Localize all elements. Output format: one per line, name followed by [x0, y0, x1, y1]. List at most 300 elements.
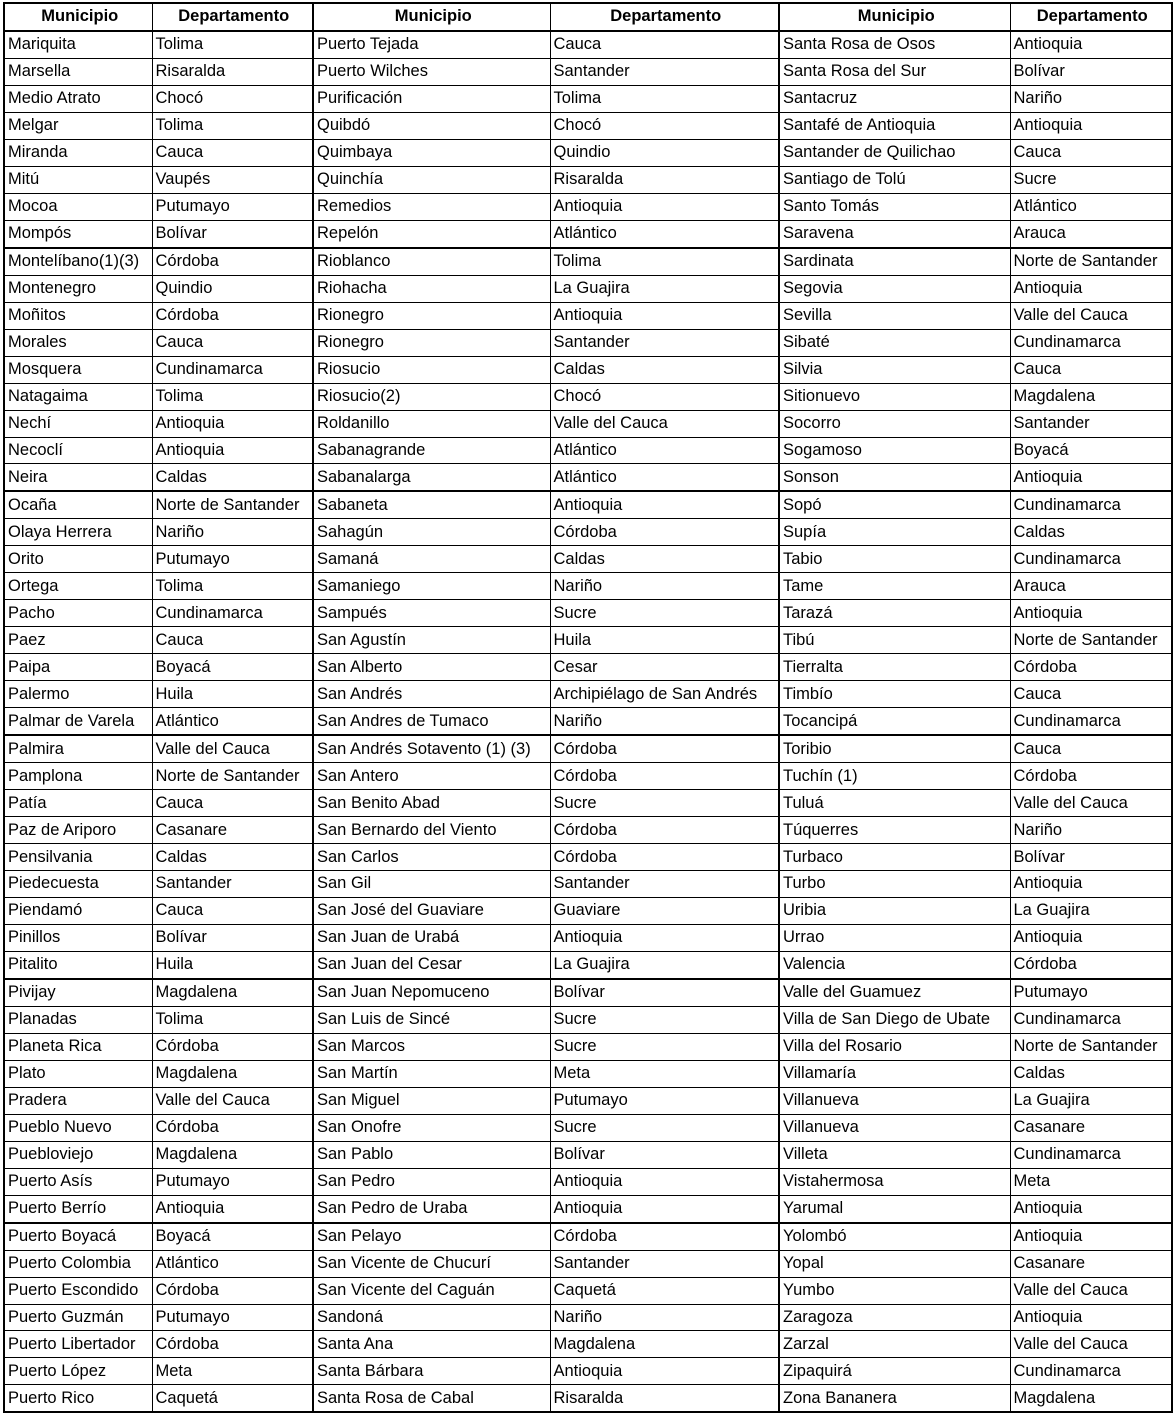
departamento-cell: Bolívar	[152, 220, 313, 247]
departamento-cell: Antioquia	[1010, 871, 1172, 898]
municipio-cell: San Onofre	[313, 1114, 550, 1141]
table-row	[4, 763, 1172, 790]
municipio-cell: Sonson	[779, 464, 1010, 491]
departamento-cell: Atlántico	[550, 464, 779, 491]
departamento-cell: Nariño	[1010, 817, 1172, 844]
departamento-cell: Bolívar	[1010, 844, 1172, 871]
departamento-cell: Sucre	[1010, 166, 1172, 193]
municipio-cell: Necoclí	[4, 437, 152, 464]
departamento-cell: Antioquia	[550, 1358, 779, 1385]
table-row	[4, 1141, 1172, 1168]
departamento-cell: Nariño	[550, 1304, 779, 1331]
municipio-cell: Santa Ana	[313, 1331, 550, 1358]
departamento-cell: Bolívar	[1010, 58, 1172, 85]
header-municipio-2: Municipio	[313, 3, 550, 31]
municipio-cell: Sevilla	[779, 302, 1010, 329]
municipio-cell: San Benito Abad	[313, 790, 550, 817]
municipio-cell: Natagaima	[4, 383, 152, 410]
table-row	[4, 464, 1172, 491]
departamento-cell: Valle del Cauca	[1010, 302, 1172, 329]
departamento-cell: Meta	[152, 1358, 313, 1385]
departamento-cell: Quindio	[550, 139, 779, 166]
departamento-cell: Córdoba	[550, 844, 779, 871]
departamento-cell: Córdoba	[152, 1033, 313, 1060]
departamento-cell: Córdoba	[152, 302, 313, 329]
municipio-cell: Moñitos	[4, 302, 152, 329]
municipio-cell: Toribio	[779, 735, 1010, 762]
departamento-cell: Tolima	[152, 31, 313, 58]
municipio-cell: Socorro	[779, 410, 1010, 437]
municipio-cell: Villeta	[779, 1141, 1010, 1168]
departamento-cell: Chocó	[550, 383, 779, 410]
municipio-cell: Puerto Escondido	[4, 1277, 152, 1304]
departamento-cell: Sucre	[550, 1033, 779, 1060]
table-row	[4, 85, 1172, 112]
departamento-cell: Boyacá	[1010, 437, 1172, 464]
municipio-cell: San Antero	[313, 763, 550, 790]
departamento-cell: La Guajira	[550, 951, 779, 978]
departamento-cell: Córdoba	[152, 1331, 313, 1358]
municipio-cell: Puerto Tejada	[313, 31, 550, 58]
departamento-cell: Risaralda	[550, 1385, 779, 1412]
departamento-cell: Caldas	[550, 356, 779, 383]
table-row	[4, 491, 1172, 518]
header-departamento-3: Departamento	[1010, 3, 1172, 31]
table-row	[4, 1223, 1172, 1250]
departamento-cell: Caldas	[1010, 519, 1172, 546]
departamento-cell: Chocó	[152, 85, 313, 112]
municipio-cell: Turbaco	[779, 844, 1010, 871]
municipio-cell: Piedecuesta	[4, 871, 152, 898]
municipio-cell: Pensilvania	[4, 844, 152, 871]
table-row	[4, 1114, 1172, 1141]
municipio-cell: Timbío	[779, 681, 1010, 708]
municipio-cell: San Pablo	[313, 1141, 550, 1168]
departamento-cell: Atlántico	[152, 1250, 313, 1277]
table-row	[4, 1060, 1172, 1087]
departamento-cell: Cundinamarca	[152, 356, 313, 383]
departamento-cell: Casanare	[1010, 1250, 1172, 1277]
table-row	[4, 817, 1172, 844]
departamento-cell: Tolima	[152, 112, 313, 139]
departamento-cell: Antioquia	[550, 193, 779, 220]
municipio-cell: San Vicente de Chucurí	[313, 1250, 550, 1277]
table-row	[4, 275, 1172, 302]
municipio-cell: Villa de San Diego de Ubate	[779, 1006, 1010, 1033]
departamento-cell: Antioquia	[152, 437, 313, 464]
table-row	[4, 573, 1172, 600]
table-row	[4, 139, 1172, 166]
municipio-cell: Supía	[779, 519, 1010, 546]
table-row	[4, 166, 1172, 193]
municipio-cell: Planeta Rica	[4, 1033, 152, 1060]
departamento-cell: Bolívar	[550, 1141, 779, 1168]
departamento-cell: Norte de Santander	[1010, 1033, 1172, 1060]
table-row	[4, 1195, 1172, 1222]
departamento-cell: Cauca	[152, 897, 313, 924]
municipio-cell: Mosquera	[4, 356, 152, 383]
table-row	[4, 383, 1172, 410]
table-row	[4, 1277, 1172, 1304]
table-row	[4, 627, 1172, 654]
table-row	[4, 302, 1172, 329]
table-row	[4, 844, 1172, 871]
table-row	[4, 1385, 1172, 1412]
departamento-cell: Norte de Santander	[1010, 627, 1172, 654]
municipio-cell: San Marcos	[313, 1033, 550, 1060]
departamento-cell: Magdalena	[1010, 383, 1172, 410]
departamento-cell: Córdoba	[550, 817, 779, 844]
departamento-cell: Santander	[550, 871, 779, 898]
municipio-cell: Santander de Quilichao	[779, 139, 1010, 166]
municipio-cell: Montenegro	[4, 275, 152, 302]
municipio-cell: Yarumal	[779, 1195, 1010, 1222]
table-row	[4, 1358, 1172, 1385]
departamento-cell: Bolívar	[152, 924, 313, 951]
municipio-cell: Santa Bárbara	[313, 1358, 550, 1385]
municipio-cell: Repelón	[313, 220, 550, 247]
table-row	[4, 790, 1172, 817]
departamento-cell: Boyacá	[152, 1223, 313, 1250]
departamento-cell: Archipiélago de San Andrés	[550, 681, 779, 708]
municipio-cell: Marsella	[4, 58, 152, 85]
departamento-cell: Caldas	[152, 464, 313, 491]
departamento-cell: Antioquia	[550, 302, 779, 329]
departamento-cell: Sucre	[550, 1114, 779, 1141]
departamento-cell: Norte de Santander	[1010, 248, 1172, 275]
municipio-cell: Uribia	[779, 897, 1010, 924]
departamento-cell: Sucre	[550, 600, 779, 627]
municipio-cell: Paez	[4, 627, 152, 654]
municipio-cell: Zarzal	[779, 1331, 1010, 1358]
municipio-cell: Valle del Guamuez	[779, 979, 1010, 1006]
municipio-cell: Orito	[4, 546, 152, 573]
municipio-cell: San Juan de Urabá	[313, 924, 550, 951]
table-row	[4, 1006, 1172, 1033]
municipio-cell: Pueblo Nuevo	[4, 1114, 152, 1141]
municipio-cell: San Agustín	[313, 627, 550, 654]
table-row	[4, 979, 1172, 1006]
municipio-cell: San Juan Nepomuceno	[313, 979, 550, 1006]
departamento-cell: Huila	[152, 681, 313, 708]
municipio-cell: Villamaría	[779, 1060, 1010, 1087]
table-row	[4, 220, 1172, 247]
municipio-cell: Palermo	[4, 681, 152, 708]
departamento-cell: Antioquia	[152, 410, 313, 437]
departamento-cell: La Guajira	[550, 275, 779, 302]
municipio-cell: Santacruz	[779, 85, 1010, 112]
municipio-cell: Puerto Boyacá	[4, 1223, 152, 1250]
municipio-cell: Silvia	[779, 356, 1010, 383]
table-row	[4, 437, 1172, 464]
municipio-cell: San Juan del Cesar	[313, 951, 550, 978]
departamento-cell: Putumayo	[550, 1087, 779, 1114]
municipio-cell: Valencia	[779, 951, 1010, 978]
municipio-cell: Pamplona	[4, 763, 152, 790]
municipio-cell: Ortega	[4, 573, 152, 600]
header-departamento-2: Departamento	[550, 3, 779, 31]
table-row	[4, 112, 1172, 139]
municipio-cell: Villanueva	[779, 1087, 1010, 1114]
departamento-cell: Santander	[152, 871, 313, 898]
departamento-cell: Cundinamarca	[1010, 329, 1172, 356]
municipio-cell: San Carlos	[313, 844, 550, 871]
table-row	[4, 356, 1172, 383]
departamento-cell: Cauca	[1010, 735, 1172, 762]
municipio-cell: Sandoná	[313, 1304, 550, 1331]
departamento-cell: Santander	[550, 329, 779, 356]
municipio-cell: Palmira	[4, 735, 152, 762]
departamento-cell: Valle del Cauca	[152, 735, 313, 762]
table-row	[4, 1168, 1172, 1195]
municipio-cell: Villa del Rosario	[779, 1033, 1010, 1060]
departamento-cell: Antioquia	[1010, 924, 1172, 951]
departamento-cell: Tolima	[550, 85, 779, 112]
municipio-cell: Sampués	[313, 600, 550, 627]
municipio-cell: San Andrés	[313, 681, 550, 708]
municipio-cell: Mocoa	[4, 193, 152, 220]
departamento-cell: Atlántico	[550, 437, 779, 464]
table-row	[4, 31, 1172, 58]
departamento-cell: Sucre	[550, 1006, 779, 1033]
departamento-cell: Cauca	[152, 329, 313, 356]
table-row	[4, 1250, 1172, 1277]
municipio-cell: San Miguel	[313, 1087, 550, 1114]
municipio-cell: Zipaquirá	[779, 1358, 1010, 1385]
departamento-cell: Antioquia	[550, 924, 779, 951]
table-row	[4, 193, 1172, 220]
departamento-cell: Córdoba	[550, 763, 779, 790]
municipio-cell: Tocancipá	[779, 708, 1010, 735]
departamento-cell: Cauca	[152, 627, 313, 654]
municipio-cell: Tarazá	[779, 600, 1010, 627]
departamento-cell: Magdalena	[1010, 1385, 1172, 1412]
departamento-cell: Magdalena	[152, 1141, 313, 1168]
municipio-cell: Puerto Libertador	[4, 1331, 152, 1358]
municipio-cell: San Pedro de Uraba	[313, 1195, 550, 1222]
departamento-cell: Putumayo	[152, 1304, 313, 1331]
municipio-cell: Nechí	[4, 410, 152, 437]
departamento-cell: Guaviare	[550, 897, 779, 924]
table-row	[4, 410, 1172, 437]
municipio-cell: Sopó	[779, 491, 1010, 518]
departamento-cell: Santander	[550, 58, 779, 85]
departamento-cell: Cundinamarca	[1010, 546, 1172, 573]
departamento-cell: Valle del Cauca	[152, 1087, 313, 1114]
table-row	[4, 1331, 1172, 1358]
municipio-cell: Tame	[779, 573, 1010, 600]
municipio-cell: Puerto Berrío	[4, 1195, 152, 1222]
departamento-cell: Antioquia	[1010, 1304, 1172, 1331]
departamento-cell: Cauca	[550, 31, 779, 58]
municipio-cell: Saravena	[779, 220, 1010, 247]
departamento-cell: Nariño	[1010, 85, 1172, 112]
departamento-cell: Caquetá	[550, 1277, 779, 1304]
municipio-cell: Yolombó	[779, 1223, 1010, 1250]
departamento-cell: Norte de Santander	[152, 763, 313, 790]
municipio-cell: Santa Rosa de Cabal	[313, 1385, 550, 1412]
table-row	[4, 1087, 1172, 1114]
departamento-cell: Risaralda	[152, 58, 313, 85]
departamento-cell: Nariño	[550, 708, 779, 735]
departamento-cell: Cauca	[1010, 681, 1172, 708]
header-municipio-1: Municipio	[4, 3, 152, 31]
header-municipio-3: Municipio	[779, 3, 1010, 31]
municipio-cell: Sabanagrande	[313, 437, 550, 464]
table-row	[4, 58, 1172, 85]
departamento-cell: Norte de Santander	[152, 491, 313, 518]
departamento-cell: Chocó	[550, 112, 779, 139]
municipio-cell: Sabaneta	[313, 491, 550, 518]
departamento-cell: Cauca	[152, 790, 313, 817]
municipio-cell: Mitú	[4, 166, 152, 193]
municipio-cell: Morales	[4, 329, 152, 356]
departamento-cell: Cundinamarca	[1010, 1141, 1172, 1168]
municipio-cell: San Vicente del Caguán	[313, 1277, 550, 1304]
departamento-cell: Córdoba	[1010, 654, 1172, 681]
departamento-cell: Cundinamarca	[152, 600, 313, 627]
departamento-cell: Risaralda	[550, 166, 779, 193]
municipio-cell: Pradera	[4, 1087, 152, 1114]
municipio-cell: Sitionuevo	[779, 383, 1010, 410]
municipio-cell: Rionegro	[313, 302, 550, 329]
municipio-cell: Santiago de Tolú	[779, 166, 1010, 193]
municipio-cell: Sahagún	[313, 519, 550, 546]
departamento-cell: Cundinamarca	[1010, 1006, 1172, 1033]
municipio-cell: Mariquita	[4, 31, 152, 58]
departamento-cell: Tolima	[152, 383, 313, 410]
departamento-cell: Córdoba	[152, 1114, 313, 1141]
departamento-cell: Casanare	[1010, 1114, 1172, 1141]
departamento-cell: Caldas	[550, 546, 779, 573]
departamento-cell: Putumayo	[152, 546, 313, 573]
departamento-cell: Santander	[1010, 410, 1172, 437]
municipio-cell: Paipa	[4, 654, 152, 681]
departamento-cell: Boyacá	[152, 654, 313, 681]
municipio-cell: Plato	[4, 1060, 152, 1087]
municipio-cell: Sibaté	[779, 329, 1010, 356]
municipio-cell: Quimbaya	[313, 139, 550, 166]
municipio-cell: Sogamoso	[779, 437, 1010, 464]
departamento-cell: Caldas	[152, 844, 313, 871]
departamento-cell: Huila	[550, 627, 779, 654]
table-row	[4, 681, 1172, 708]
municipio-cell: Pivijay	[4, 979, 152, 1006]
municipio-cell: Tuluá	[779, 790, 1010, 817]
departamento-cell: Caquetá	[152, 1385, 313, 1412]
municipio-cell: Puerto Colombia	[4, 1250, 152, 1277]
departamento-cell: Antioquia	[1010, 31, 1172, 58]
municipio-cell: Santa Rosa del Sur	[779, 58, 1010, 85]
municipio-cell: Mompós	[4, 220, 152, 247]
departamento-cell: Bolívar	[550, 979, 779, 1006]
table-row	[4, 600, 1172, 627]
municipio-cell: Sabanalarga	[313, 464, 550, 491]
municipio-cell: Rionegro	[313, 329, 550, 356]
departamento-cell: Meta	[1010, 1168, 1172, 1195]
departamento-cell: Córdoba	[550, 735, 779, 762]
municipio-cell: Puerto Rico	[4, 1385, 152, 1412]
departamento-cell: Quindio	[152, 275, 313, 302]
municipio-cell: Melgar	[4, 112, 152, 139]
municipality-table	[3, 2, 1173, 1413]
municipio-cell: Quinchía	[313, 166, 550, 193]
header-row	[4, 3, 1172, 31]
departamento-cell: Putumayo	[152, 193, 313, 220]
municipio-cell: Santafé de Antioquia	[779, 112, 1010, 139]
header-departamento-1: Departamento	[152, 3, 313, 31]
municipio-cell: Yopal	[779, 1250, 1010, 1277]
departamento-cell: Meta	[550, 1060, 779, 1087]
table-row	[4, 951, 1172, 978]
municipio-cell: Riosucio(2)	[313, 383, 550, 410]
table-row	[4, 897, 1172, 924]
departamento-cell: Nariño	[152, 519, 313, 546]
municipio-cell: Zona Bananera	[779, 1385, 1010, 1412]
departamento-cell: Antioquia	[550, 491, 779, 518]
municipio-cell: San Andres de Tumaco	[313, 708, 550, 735]
municipio-cell: Patía	[4, 790, 152, 817]
departamento-cell: Casanare	[152, 817, 313, 844]
municipio-cell: Paz de Ariporo	[4, 817, 152, 844]
table-row	[4, 735, 1172, 762]
table-row	[4, 924, 1172, 951]
departamento-cell: Antioquia	[1010, 275, 1172, 302]
table-row	[4, 546, 1172, 573]
municipio-cell: Piendamó	[4, 897, 152, 924]
municipio-cell: Riosucio	[313, 356, 550, 383]
departamento-cell: Antioquia	[550, 1168, 779, 1195]
departamento-cell: Atlántico	[1010, 193, 1172, 220]
municipio-cell: Pacho	[4, 600, 152, 627]
departamento-cell: Córdoba	[1010, 951, 1172, 978]
municipio-cell: Palmar de Varela	[4, 708, 152, 735]
departamento-cell: Arauca	[1010, 220, 1172, 247]
departamento-cell: Huila	[152, 951, 313, 978]
table-row	[4, 871, 1172, 898]
departamento-cell: Cauca	[152, 139, 313, 166]
table-row	[4, 329, 1172, 356]
municipio-cell: Riohacha	[313, 275, 550, 302]
municipio-cell: Santa Rosa de Osos	[779, 31, 1010, 58]
departamento-cell: Córdoba	[550, 519, 779, 546]
municipio-cell: Miranda	[4, 139, 152, 166]
municipio-cell: Puerto Asís	[4, 1168, 152, 1195]
departamento-cell: Atlántico	[550, 220, 779, 247]
municipio-cell: Medio Atrato	[4, 85, 152, 112]
municipio-cell: Zaragoza	[779, 1304, 1010, 1331]
municipio-cell: Yumbo	[779, 1277, 1010, 1304]
departamento-cell: La Guajira	[1010, 1087, 1172, 1114]
municipio-cell: Túquerres	[779, 817, 1010, 844]
table-row	[4, 654, 1172, 681]
municipio-cell: Villanueva	[779, 1114, 1010, 1141]
municipio-cell: Tierralta	[779, 654, 1010, 681]
table-row	[4, 708, 1172, 735]
municipio-cell: Pitalito	[4, 951, 152, 978]
departamento-cell: Valle del Cauca	[550, 410, 779, 437]
departamento-cell: Atlántico	[152, 708, 313, 735]
departamento-cell: Córdoba	[152, 1277, 313, 1304]
municipio-cell: Tuchín (1)	[779, 763, 1010, 790]
departamento-cell: Cundinamarca	[1010, 708, 1172, 735]
departamento-cell: Antioquia	[1010, 1195, 1172, 1222]
municipio-cell: Sardinata	[779, 248, 1010, 275]
departamento-cell: Magdalena	[152, 979, 313, 1006]
municipio-cell: Urrao	[779, 924, 1010, 951]
municipio-cell: Ocaña	[4, 491, 152, 518]
departamento-cell: Antioquia	[152, 1195, 313, 1222]
